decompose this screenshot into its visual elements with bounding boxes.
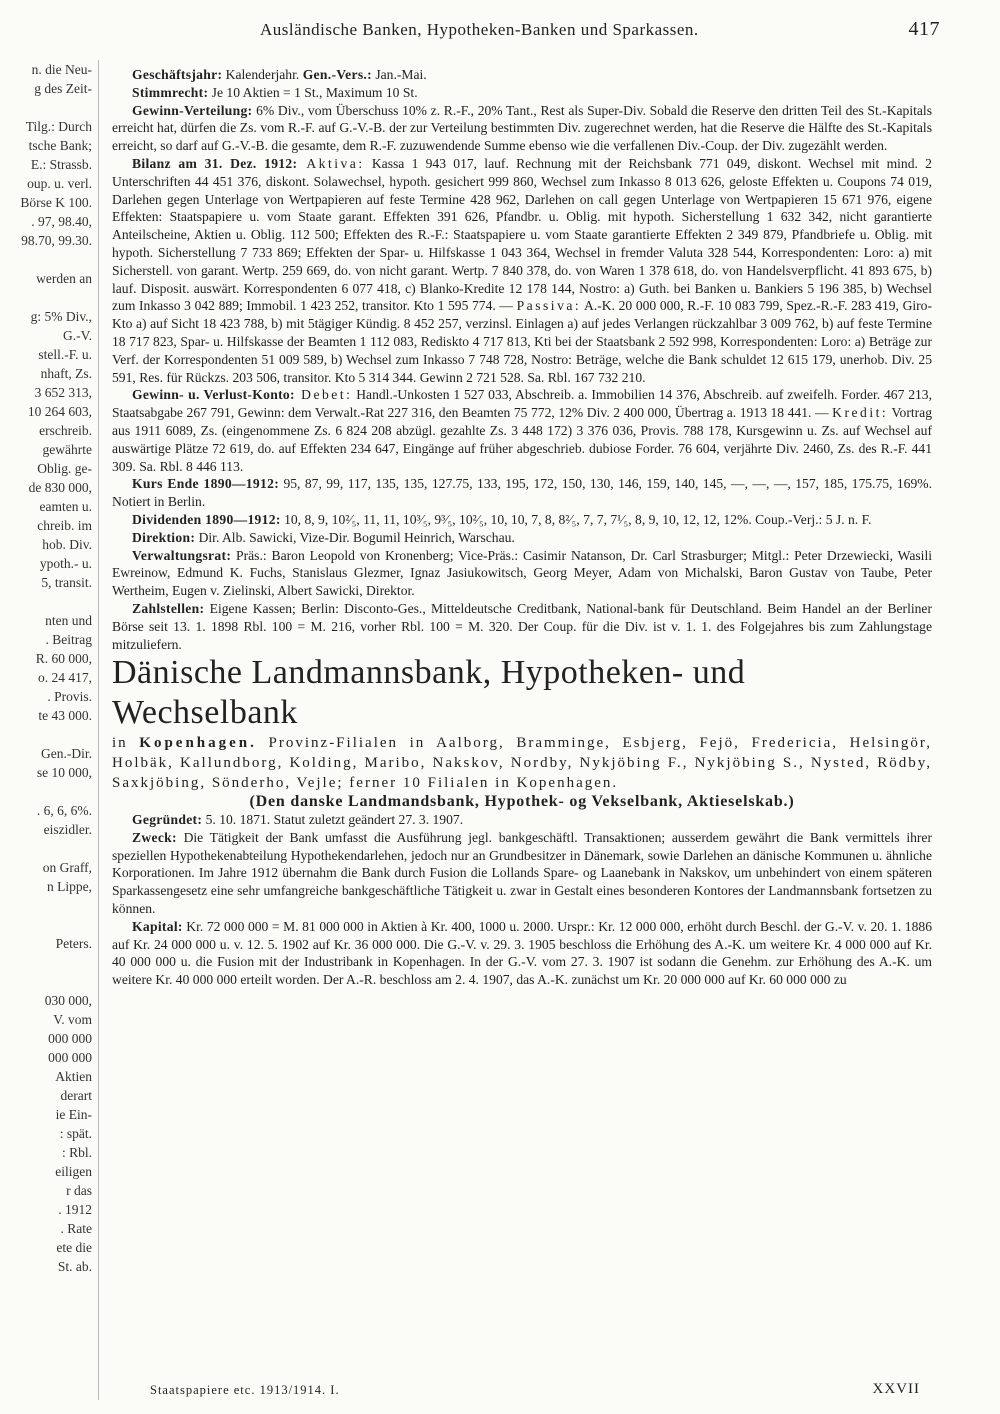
text-debet: Handl.-Unkosten 1 527 033, Abschreib. a. Immobilien 14 376, Abschreib. auf zweifelh. Forder. 467 213, Staatsabgabe 267 791, Gewinn: dem Verwalt.-Rat 227 316, den Beamten 75 772, 12% Div. 2 400 000, Übertrag a. 1913 18 441. —	[112, 387, 932, 421]
left-margin-fragment: g des Zeit-	[34, 81, 92, 96]
label-verwaltungsrat: Verwaltungsrat:	[132, 547, 232, 563]
left-margin-fragment: 000 000	[48, 1050, 92, 1065]
left-margin-fragment: . 6, 6, 6%.	[36, 803, 92, 818]
left-margin-fragment: . 1912	[58, 1202, 92, 1217]
left-margin-fragment: : spät.	[59, 1126, 92, 1141]
left-margin-fragment: ete die	[56, 1240, 92, 1255]
label-direktion: Direktion:	[132, 529, 196, 545]
paragraph-bilanz	[112, 155, 932, 386]
left-margin-fragment	[0, 839, 98, 858]
label-kredit: Kredit:	[832, 405, 889, 421]
paragraph-dividenden	[112, 511, 932, 529]
left-margin-fragment: eiszidler.	[43, 822, 92, 837]
left-margin-fragment	[0, 250, 98, 269]
left-margin-fragment: chreib. im	[37, 518, 92, 533]
text-gewinn-verteilung: 6% Div., vom Überschuss 10% z. R.-F., 20% Tant., Rest als Super-Div. Sobald die Reserve den dritten Teil des St.-Kapitals erreicht hat, dürfen die Zs. vom R.-F. auf G.-V.-B. der zur Verteilung bestimmten Div. zugerechnet werden, hat die Reserve die Hälfte des St.-Kapitals erreicht, so darf auf G.-V.-B. die gesamte, dem R.-F. zuzuwendende Summe ebenso wie die verfallenen Div.-Coup. der Div. zugezählt werden.	[112, 102, 932, 154]
paragraph-geschaeftsjahr	[112, 66, 932, 84]
text-passiva: A.-K. 20 000 000, R.-F. 10 083 799, Spez.-R.-F. 283 419, Giro-Kto a) auf Sicht 18 423 788, b) mit 5tägiger Kündig. 8 452 257, verzinsl. Einlagen a) auf jedes Verlangen rückzahlbar 3 009 762, b) auf feste Termine 18 717 823, Spar- u. Hilfskasse der Beamten 1 112 083, Rediskto 4 717 813, Kti bei der Staatsbank 2 592 998, Korrespondenten: Loro: a) Beträge zur Verf. der Korrespondenten 51 009 589, b) Wechsel zum Inkasso 7 748 728, Nostro: Beträge, welche die Bank schuldet 12 615 179, unerhob. Div. 25 591, Res. für Rückzs. 203 506, transitor. Kto 5 314 344. Gewinn 2 721 528. Sa. Rbl. 167 732 210.	[112, 298, 933, 385]
label-geschaeftsjahr: Geschäftsjahr:	[132, 67, 223, 82]
footer-signature: Staatspapiere etc. 1913/1914. I.	[150, 1383, 340, 1397]
label-kapital: Kapital:	[132, 918, 183, 934]
label-aktiva: Aktiva:	[297, 155, 365, 171]
paragraph-stimmrecht	[112, 84, 932, 102]
left-margin-fragment: gewährte	[42, 442, 92, 457]
left-margin-fragment: 3 652 313,	[34, 385, 92, 400]
left-margin-fragment: nten und	[45, 613, 92, 628]
label-dividenden: Dividenden 1890—1912:	[132, 511, 281, 527]
left-margin-column	[0, 60, 99, 1400]
left-margin-fragment: . 97, 98.40,	[31, 214, 92, 229]
paragraph-kurs	[112, 475, 932, 511]
paragraph-gegruendet	[112, 811, 932, 829]
text-zahlstellen: Eigene Kassen; Berlin: Disconto-Ges., Mitteldeutsche Creditbank, National-bank für Deutschland. Beim Handel an der Berliner Börse seit 13. 1. 1898 Rbl. 100 = M. 216, vorher Rbl. 100 = M. 320. Der Coup. für die Div. ist v. 1. 1. des Folgejahres bis zum Zahlungstage mitzuliefern.	[112, 600, 932, 652]
left-margin-fragment: 10 264 603,	[27, 404, 92, 419]
location-branches: Provinz-Filialen in Aalborg, Bramminge, Esbjerg, Fejö, Fredericia, Helsingör, Holbäk, Kallundborg, Kolding, Maribo, Nakskov, Nordby, Nykjöbing F., Nykjöbing S., Nysted, Rödby, Saxkjöbing, Sönderho, Vejle; ferner 10 Filialen in Kopenhagen.	[112, 735, 932, 792]
text-kapital: Kr. 72 000 000 = M. 81 000 000 in Aktien à Kr. 400, 1000 u. 2000. Urspr.: Kr. 12 000 000, erhöht durch Beschl. der G.-V. v. 20. 1. 1886 auf Kr. 24 000 000 u. v. 12. 5. 1902 auf Kr. 36 000 000. Die G.-V. v. 29. 3. 1905 beschloss die Erhöhung des A.-K. um weitere Kr. 4 000 000 auf Kr. 40 000 000 u. die Fusion mit der Industribank in Kopenhagen. In der G.-V. vom 27. 3. 1907 ist sodann die Genehm. zur Erhöhung des A.-K. um weitere Kr. 40 000 000 erteilt worden. Der A.-R. beschloss am 2. 4. 1907, das A.-K. zunächst um Kr. 20 000 000 auf Kr. 60 000 000 zu	[112, 918, 932, 988]
location-city: Kopenhagen.	[139, 735, 257, 752]
left-margin-fragment: tsche Bank;	[28, 138, 92, 153]
label-stimmrecht: Stimmrecht:	[132, 84, 209, 100]
left-margin-fragment: ie Ein-	[55, 1107, 92, 1122]
left-margin-fragment: erschreib.	[39, 423, 92, 438]
left-margin-fragment: se 10 000,	[36, 765, 92, 780]
text-direktion: Dir. Alb. Sawicki, Vize-Dir. Bogumil Heinrich, Warschau.	[195, 529, 515, 545]
left-margin-fragment	[0, 972, 98, 991]
label-gewinn-verteilung: Gewinn-Verteilung:	[132, 102, 253, 118]
left-margin-fragment: 000 000	[48, 1031, 92, 1046]
left-margin-fragment: r das	[66, 1183, 92, 1198]
text-kredit: Vortrag aus 1911 6089, Zs. (eingenommene Zs. 6 824 208 abzügl. gezahlte Zs. 3 448 172) 3 376 036, Provis. 788 178, Kursgewinn u. Zs. auf Wechsel auf auswärtige Plätze 72 619, do. auf Effekten 234 647, Eingänge auf früher abgeschrieb. dubiose Forder. 76 604, verjährte Div. 2460, Zs. des R.-F. 441 309. Sa. Rbl. 8 446 113.	[112, 405, 932, 474]
label-gewinn-verlust: Gewinn- u. Verlust-Konto:	[132, 387, 295, 403]
left-margin-fragment: n Lippe,	[47, 879, 92, 894]
left-margin-fragment: stell.-F. u.	[38, 347, 92, 362]
left-margin-fragment: 5, transit.	[41, 575, 92, 590]
left-margin-fragment	[0, 725, 98, 744]
label-gen-vers: Gen.-Vers.:	[302, 67, 372, 82]
page-header	[130, 18, 940, 48]
left-margin-fragment: n. die Neu-	[31, 62, 92, 77]
left-margin-fragment: Börse K 100.	[20, 195, 92, 210]
text-gegruendet: 5. 10. 1871. Statut zuletzt geändert 27. 3. 1907.	[202, 812, 464, 828]
left-margin-fragment: oup. u. verl.	[27, 176, 92, 191]
running-title: Ausländische Banken, Hypotheken-Banken und Sparkassen.	[260, 20, 699, 39]
left-margin-fragment: . Provis.	[47, 689, 92, 704]
left-margin-fragment	[0, 915, 98, 934]
left-margin-fragment: hob. Div.	[42, 537, 92, 552]
footer-sheet-number: XXVII	[872, 1381, 920, 1397]
label-bilanz: Bilanz am 31. Dez. 1912:	[132, 155, 298, 171]
paragraph-gewinn-verteilung	[112, 102, 932, 155]
left-margin-fragment	[0, 592, 98, 611]
left-margin-fragment: 030 000,	[44, 993, 92, 1008]
left-margin-fragment: Peters.	[55, 936, 92, 951]
paragraph-direktion	[112, 529, 932, 547]
text-gen-vers: Jan.-Mai.	[371, 67, 427, 82]
left-margin-fragment	[0, 288, 98, 307]
left-margin-fragment: . Beitrag	[45, 632, 92, 647]
bank-title: Dänische Landmannsbank, Hypotheken- und Wechselbank	[112, 654, 746, 732]
text-verwaltungsrat: Präs.: Baron Leopold von Kronenberg; Vice-Präs.: Casimir Natanson, Dr. Carl Strasburger; Mitgl.: Peter Drzewiecki, Wasili Ewreinow, Edmund K. Fuchs, Stanislaus Glezmer, Ignaz Jasiukowitsch, Georg Meyer, Adam von Michalski, Baron Gustav von Taube, Peter Wertheim, Eugen v. Zielinski, Albert Sawicki, Direktor.	[112, 547, 932, 599]
left-margin-fragment	[0, 896, 98, 915]
left-margin-fragment: on Graff,	[42, 860, 92, 875]
left-margin-fragment: o. 24 417,	[38, 670, 92, 685]
text-aktiva: Kassa 1 943 017, lauf. Rechnung mit der Reichsbank 771 049, diskont. Wechsel mit mind. 2 Unterschriften 44 451 376, diskont. Solawechsel, hypoth. gesichert 999 860, Wechsel zum Inkasso 8 013 626, geloste Effekten u. Coupons 74 019, Darlehen gegen Unterlage von Wertpapieren auf feste Termine 428 962, Darlehen on call gegen Unterlage von Wertpapieren 15 671 976, eigene Effekten: Staatspapiere u. vom Staate garant. Effekten 391 626, Pfandbr. u. Oblig. mit hypoth. Sicherstellung 1 632 342, nicht garantierte Anteilscheine, Aktien u. Oblig. 112 500; Effekten des R.-F.: Staatspapiere u. vom Staate garantierte Effekten 2 349 879, Pfandbriefe u. Oblig. mit hypoth. Sicherstellung 7 733 869; Effekten der Spar- u. Hilfskasse 1 043 364, Wechsel in fremder Valuta 328 544, Korrespondenten: Loro: a) mit Sicherstell. von garant. Wertp. 259 669, do. von nicht garant. Wertp. 7 840 378, do. von Waren 1 378 618, do. von Handelsverpflicht. 41 893 675, b) lauf. Disposit. auswärt. Korrespondenten 6 077 418, c) Blanko-Kredite 12 178 144, Nostro: a) Guth. bei Banken u. Bankiers 5 196 385, b) Wechsel zum Inkasso 3 042 889; Immobil. 1 423 252, transitor. Kto 1 595 774. —	[112, 155, 932, 314]
left-margin-fragment: eamten u.	[39, 499, 92, 514]
page-number: 417	[908, 18, 940, 40]
left-margin-fragment: eiligen	[55, 1164, 92, 1179]
paragraph-zweck	[112, 829, 932, 918]
page-footer	[150, 1383, 920, 1403]
location-prefix: in	[112, 735, 140, 752]
left-margin-fragment: E.: Strassb.	[30, 157, 92, 172]
left-margin-fragment: de 830 000,	[28, 480, 92, 495]
left-margin-fragment: Gen.-Dir.	[41, 746, 92, 761]
label-kurs: Kurs Ende 1890—1912:	[132, 476, 280, 492]
left-margin-fragment: G.-V.	[62, 328, 92, 343]
left-margin-fragment: Tilg.: Durch	[25, 119, 92, 134]
label-gegruendet: Gegründet:	[132, 812, 203, 828]
left-margin-fragment: te 43 000.	[38, 708, 92, 723]
left-margin-fragment: . Rate	[60, 1221, 92, 1236]
left-margin-fragment	[0, 953, 98, 972]
label-debet: Debet:	[294, 387, 353, 403]
text-kurs: 95, 87, 99, 117, 135, 135, 127.75, 133, 195, 172, 150, 130, 146, 159, 140, 145, —, —, —, 157, 185, 175.75, 169%. Notiert in Berlin.	[112, 476, 932, 510]
label-zahlstellen: Zahlstellen:	[132, 600, 205, 616]
left-margin-fragment: g: 5% Div.,	[30, 309, 92, 324]
label-passiva: Passiva:	[516, 298, 582, 314]
left-margin-fragment	[0, 98, 98, 117]
left-margin-fragment: V. vom	[53, 1012, 92, 1027]
text-dividenden: 10, 8, 9, 10²⁄₅, 11, 11, 10³⁄₅, 9³⁄₅, 10²⁄₅, 10, 10, 7, 8, 8²⁄₅, 7, 7, 7¹⁄₅, 8, 9, 10, 12, 12, 12%. Coup.-Verj.: 5 J. n. F.	[280, 511, 872, 527]
text-geschaeftsjahr: Kalenderjahr.	[222, 67, 303, 82]
text-zweck: Die Tätigkeit der Bank umfasst die Ausführung jegl. bankgeschäftl. Transaktionen; ausserdem gewährt die Bank vermittels ihrer speziellen Hypothekenabteilung Hypothekendarlehen, jedoch nur an Grundbesitzer in Dänemark, sowie Darlehen an dänische Kommunen u. ähnliche Korporationen. Im Jahre 1912 übernahm die Bank durch Fusion die Lollands Spare- og Laanebank in Nakskov, um unbehindert von einem späteren Sparkassengesetz eine sehr umfangreiche bankgeschäftliche Tätigkeit u. zwar in Gestalt eines besonderen Kontores der Landmannsbank fortsetzen zu können.	[112, 829, 932, 917]
left-margin-fragment: St. ab.	[57, 1259, 92, 1274]
paragraph-kapital	[112, 918, 932, 989]
left-margin-fragment: : Rbl.	[61, 1145, 92, 1160]
left-margin-fragment: R. 60 000,	[35, 651, 92, 666]
paragraph-zahlstellen	[112, 600, 932, 653]
left-margin-fragment: 98.70, 99.30.	[21, 233, 92, 248]
bank-subtitle: (Den danske Landmandsbank, Hypothek- og Vekselbank, Aktieselskab.)	[249, 793, 795, 811]
paragraph-verwaltungsrat	[112, 547, 932, 600]
left-margin-fragment: Oblig. ge-	[37, 461, 92, 476]
left-margin-fragment: derart	[60, 1088, 92, 1103]
left-margin-fragment: nhaft, Zs.	[40, 366, 92, 381]
label-zweck: Zweck:	[132, 829, 177, 845]
left-margin-fragment: ypoth.- u.	[39, 556, 92, 571]
left-margin-fragment: Aktien	[55, 1069, 92, 1084]
text-stimmrecht: Je 10 Aktien = 1 St., Maximum 10 St.	[208, 84, 418, 100]
left-margin-fragment	[0, 782, 98, 801]
paragraph-gewinn-verlust	[112, 386, 932, 475]
left-margin-fragment: werden an	[36, 271, 92, 286]
main-column	[112, 66, 932, 989]
bank-location	[112, 733, 932, 793]
